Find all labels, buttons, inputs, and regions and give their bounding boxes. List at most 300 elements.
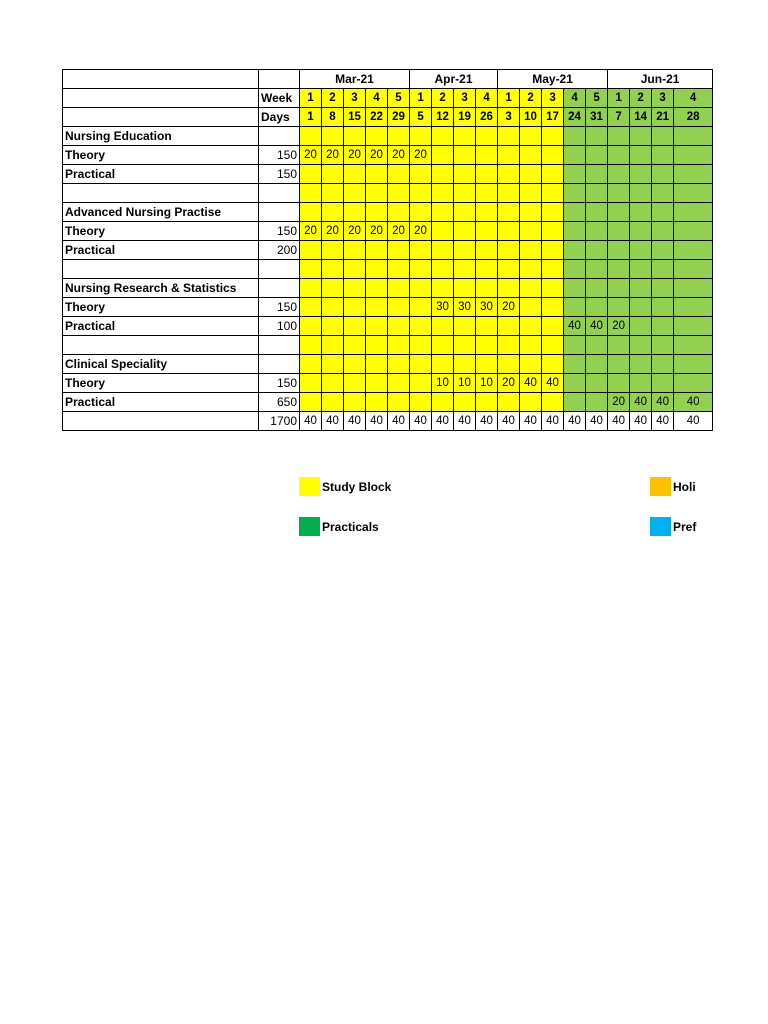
hours-cell: 20 (498, 374, 520, 393)
hours-cell (476, 146, 498, 165)
hours-cell (432, 165, 454, 184)
hours-cell (542, 241, 564, 260)
hours-cell (564, 165, 586, 184)
hours-cell (366, 374, 388, 393)
row-label: Clinical Speciality (63, 355, 259, 374)
hours-cell (542, 298, 564, 317)
hours-cell (300, 374, 322, 393)
row-label: Nursing Research & Statistics (63, 279, 259, 298)
hours-cell (498, 203, 520, 222)
hours-cell (564, 127, 586, 146)
hours-cell (542, 317, 564, 336)
table-row (63, 412, 713, 431)
hours-cell (388, 279, 410, 298)
hours-cell (542, 222, 564, 241)
days-row (63, 108, 713, 127)
hours-cell (366, 393, 388, 412)
hours-cell (674, 127, 713, 146)
hours-cell (586, 127, 608, 146)
hours-cell (564, 279, 586, 298)
day-number: 19 (454, 108, 476, 127)
hours-cell: 40 (630, 412, 652, 431)
hours-cell (388, 298, 410, 317)
hours-cell (674, 222, 713, 241)
hours-cell: 40 (432, 412, 454, 431)
hours-cell (520, 184, 542, 203)
hours-cell (410, 184, 432, 203)
row-total: 650 (259, 393, 300, 412)
hours-cell (476, 203, 498, 222)
hours-cell (344, 127, 366, 146)
days-label: Days (259, 108, 300, 127)
hours-cell (300, 184, 322, 203)
hours-cell (432, 146, 454, 165)
hours-cell (564, 184, 586, 203)
hours-cell: 20 (366, 222, 388, 241)
row-label: Theory (63, 374, 259, 393)
week-number: 1 (608, 89, 630, 108)
hours-cell (564, 222, 586, 241)
day-number: 7 (608, 108, 630, 127)
schedule-table (62, 69, 713, 431)
hours-cell (520, 165, 542, 184)
hours-cell: 40 (344, 412, 366, 431)
hours-cell: 20 (608, 317, 630, 336)
table-row (63, 222, 713, 241)
study-block-swatch (299, 477, 320, 496)
hours-cell (388, 260, 410, 279)
row-total (259, 184, 300, 203)
hours-cell (630, 279, 652, 298)
hours-cell (608, 298, 630, 317)
hours-cell (564, 241, 586, 260)
hours-cell (344, 184, 366, 203)
hours-cell (630, 355, 652, 374)
month-header: Mar-21 (300, 70, 410, 89)
row-total: 150 (259, 222, 300, 241)
day-number: 26 (476, 108, 498, 127)
hours-cell (344, 393, 366, 412)
hours-cell (476, 165, 498, 184)
hours-cell (322, 374, 344, 393)
hours-cell (344, 203, 366, 222)
hours-cell (520, 279, 542, 298)
hours-cell (432, 317, 454, 336)
hours-cell (652, 222, 674, 241)
hours-cell (454, 279, 476, 298)
hours-cell (674, 260, 713, 279)
legend-holiday (650, 477, 696, 496)
month-header: Jun-21 (608, 70, 713, 89)
day-number: 8 (322, 108, 344, 127)
hours-cell: 40 (542, 374, 564, 393)
hours-cell (344, 355, 366, 374)
table-row (63, 241, 713, 260)
hours-cell (344, 298, 366, 317)
hours-cell (586, 241, 608, 260)
hours-cell (586, 279, 608, 298)
hours-cell (630, 317, 652, 336)
row-total (259, 203, 300, 222)
hours-cell (608, 222, 630, 241)
hours-cell (410, 127, 432, 146)
hours-cell (542, 336, 564, 355)
hours-cell (322, 203, 344, 222)
hours-cell (388, 203, 410, 222)
hours-cell: 10 (454, 374, 476, 393)
hours-cell (608, 374, 630, 393)
hours-cell (608, 203, 630, 222)
hours-cell (476, 184, 498, 203)
week-row (63, 89, 713, 108)
hours-cell (586, 184, 608, 203)
hours-cell (630, 260, 652, 279)
hours-cell (388, 241, 410, 260)
hours-cell (432, 393, 454, 412)
row-label: Practical (63, 241, 259, 260)
hours-cell (630, 241, 652, 260)
row-label (63, 260, 259, 279)
hours-cell (322, 165, 344, 184)
hours-cell (498, 241, 520, 260)
hours-cell (630, 127, 652, 146)
week-number: 4 (674, 89, 713, 108)
hours-cell: 20 (388, 146, 410, 165)
hours-cell (652, 279, 674, 298)
hours-cell (520, 127, 542, 146)
day-number: 1 (300, 108, 322, 127)
hours-cell (652, 184, 674, 203)
hours-cell (476, 279, 498, 298)
hours-cell (300, 279, 322, 298)
hours-cell (674, 317, 713, 336)
row-label (63, 412, 259, 431)
legend-holiday-label: Holi (673, 479, 696, 494)
hours-cell (366, 355, 388, 374)
hours-cell (410, 241, 432, 260)
hours-cell (674, 203, 713, 222)
row-total (259, 260, 300, 279)
day-number: 15 (344, 108, 366, 127)
hours-cell (410, 279, 432, 298)
hours-cell (674, 165, 713, 184)
hours-cell (586, 298, 608, 317)
hours-cell (608, 241, 630, 260)
hours-cell (388, 127, 410, 146)
hours-cell: 40 (586, 412, 608, 431)
hours-cell (300, 355, 322, 374)
hours-cell: 20 (344, 146, 366, 165)
hours-cell (366, 317, 388, 336)
day-number: 5 (410, 108, 432, 127)
hours-cell (410, 393, 432, 412)
hours-cell (476, 355, 498, 374)
hours-cell: 20 (608, 393, 630, 412)
hours-cell (432, 241, 454, 260)
hours-cell (630, 203, 652, 222)
hours-cell (608, 184, 630, 203)
table-row (63, 165, 713, 184)
hours-cell (652, 127, 674, 146)
week-number: 4 (476, 89, 498, 108)
hours-cell (564, 355, 586, 374)
hours-cell (520, 203, 542, 222)
month-header-row (63, 70, 713, 89)
hours-cell (498, 393, 520, 412)
hours-cell: 40 (410, 412, 432, 431)
row-label (63, 184, 259, 203)
hours-cell (652, 146, 674, 165)
hours-cell (344, 260, 366, 279)
hours-cell (300, 260, 322, 279)
hours-cell: 20 (498, 298, 520, 317)
hours-cell (498, 165, 520, 184)
hours-cell: 20 (300, 222, 322, 241)
hours-cell (454, 317, 476, 336)
row-total: 1700 (259, 412, 300, 431)
hours-cell (322, 279, 344, 298)
legend-right-clipped (648, 476, 697, 540)
hours-cell (454, 184, 476, 203)
hours-cell (344, 165, 366, 184)
hours-cell (476, 393, 498, 412)
hours-cell (674, 374, 713, 393)
hours-cell (608, 279, 630, 298)
hours-cell (520, 355, 542, 374)
hours-cell (652, 374, 674, 393)
hours-cell (564, 146, 586, 165)
week-number: 3 (542, 89, 564, 108)
hours-cell: 40 (520, 374, 542, 393)
hours-cell (410, 336, 432, 355)
hours-cell (498, 127, 520, 146)
day-number: 29 (388, 108, 410, 127)
hours-cell (498, 355, 520, 374)
hours-cell (586, 222, 608, 241)
row-total: 200 (259, 241, 300, 260)
hours-cell: 20 (322, 146, 344, 165)
hours-cell (410, 298, 432, 317)
hours-cell (366, 127, 388, 146)
day-number: 14 (630, 108, 652, 127)
hours-cell (476, 317, 498, 336)
hours-cell: 40 (366, 412, 388, 431)
hours-cell (586, 355, 608, 374)
hours-cell (454, 393, 476, 412)
hours-cell (476, 127, 498, 146)
week-number: 2 (432, 89, 454, 108)
hours-cell (652, 336, 674, 355)
hours-cell (520, 260, 542, 279)
week-number: 1 (300, 89, 322, 108)
hours-cell (652, 298, 674, 317)
legend-pref (650, 517, 696, 536)
row-total (259, 127, 300, 146)
hours-cell (564, 298, 586, 317)
row-total: 150 (259, 298, 300, 317)
hours-cell (564, 393, 586, 412)
table-row (63, 203, 713, 222)
hours-cell (388, 393, 410, 412)
hours-cell (432, 127, 454, 146)
table-row (63, 355, 713, 374)
hours-cell (344, 336, 366, 355)
table-row (63, 336, 713, 355)
row-label: Theory (63, 222, 259, 241)
legend-study-block (299, 477, 391, 496)
hours-cell (366, 184, 388, 203)
hours-cell (300, 393, 322, 412)
hours-cell: 30 (454, 298, 476, 317)
day-number: 31 (586, 108, 608, 127)
hours-cell: 40 (608, 412, 630, 431)
hours-cell (366, 279, 388, 298)
hours-cell (652, 203, 674, 222)
schedule-sheet (62, 69, 700, 461)
hours-cell (586, 203, 608, 222)
hours-cell (366, 298, 388, 317)
hours-cell (652, 241, 674, 260)
row-total: 150 (259, 146, 300, 165)
week-number: 2 (630, 89, 652, 108)
hours-cell: 20 (410, 222, 432, 241)
day-number: 17 (542, 108, 564, 127)
pref-swatch (650, 517, 671, 536)
hours-cell (630, 336, 652, 355)
hours-cell (388, 317, 410, 336)
hours-cell (652, 260, 674, 279)
hours-cell (520, 298, 542, 317)
hours-cell (322, 393, 344, 412)
hours-cell (564, 260, 586, 279)
hours-cell (322, 260, 344, 279)
hours-cell (608, 355, 630, 374)
hours-cell (586, 374, 608, 393)
hours-cell (432, 355, 454, 374)
day-number: 10 (520, 108, 542, 127)
hours-cell (454, 165, 476, 184)
practicals-swatch (299, 517, 320, 536)
hours-cell (410, 165, 432, 184)
table-row (63, 317, 713, 336)
hours-cell (410, 203, 432, 222)
week-number: 3 (344, 89, 366, 108)
hours-cell (432, 279, 454, 298)
hours-cell (300, 241, 322, 260)
hours-cell: 40 (564, 412, 586, 431)
hours-cell (322, 241, 344, 260)
day-number: 21 (652, 108, 674, 127)
hours-cell (542, 203, 564, 222)
hours-cell (388, 336, 410, 355)
hours-cell (630, 165, 652, 184)
hours-cell (432, 222, 454, 241)
table-row (63, 279, 713, 298)
hours-cell (454, 241, 476, 260)
hours-cell (542, 260, 564, 279)
table-row (63, 298, 713, 317)
hours-cell (322, 184, 344, 203)
hours-cell (630, 184, 652, 203)
row-label: Nursing Education (63, 127, 259, 146)
row-label: Theory (63, 298, 259, 317)
hours-cell (498, 336, 520, 355)
row-total (259, 336, 300, 355)
row-label (63, 336, 259, 355)
hours-cell (322, 127, 344, 146)
month-header: Apr-21 (410, 70, 498, 89)
table-row (63, 127, 713, 146)
hours-cell (608, 127, 630, 146)
hours-cell (388, 165, 410, 184)
hours-cell (564, 203, 586, 222)
hours-cell (586, 260, 608, 279)
hours-cell (498, 279, 520, 298)
hours-cell: 40 (300, 412, 322, 431)
hours-cell (498, 260, 520, 279)
row-label: Practical (63, 165, 259, 184)
hours-cell: 40 (652, 412, 674, 431)
hours-cell (586, 336, 608, 355)
day-number: 24 (564, 108, 586, 127)
hours-cell (322, 298, 344, 317)
hours-cell (344, 279, 366, 298)
hours-cell (564, 374, 586, 393)
hours-cell (498, 184, 520, 203)
hours-cell (300, 165, 322, 184)
table-row (63, 146, 713, 165)
week-number: 2 (520, 89, 542, 108)
hours-cell: 40 (674, 412, 713, 431)
row-total (259, 355, 300, 374)
hours-cell (432, 336, 454, 355)
week-label: Week (259, 89, 300, 108)
hours-cell (454, 146, 476, 165)
week-number: 4 (564, 89, 586, 108)
hours-cell (520, 222, 542, 241)
week-number: 3 (454, 89, 476, 108)
hours-cell (564, 336, 586, 355)
hours-cell: 10 (432, 374, 454, 393)
hours-cell (476, 260, 498, 279)
legend-pref-label: Pref (673, 519, 697, 534)
row-label: Advanced Nursing Practise (63, 203, 259, 222)
hours-cell (454, 260, 476, 279)
hours-cell (476, 336, 498, 355)
hours-cell: 20 (322, 222, 344, 241)
hours-cell (344, 241, 366, 260)
legend-practicals-label: Practicals (322, 519, 379, 534)
month-header: May-21 (498, 70, 608, 89)
table-row (63, 393, 713, 412)
hours-cell (454, 336, 476, 355)
hours-cell (674, 355, 713, 374)
week-number: 3 (652, 89, 674, 108)
hours-cell (586, 146, 608, 165)
hours-cell (630, 146, 652, 165)
day-number: 12 (432, 108, 454, 127)
hours-cell (498, 222, 520, 241)
hours-cell (366, 336, 388, 355)
hours-cell (520, 317, 542, 336)
hours-cell (410, 260, 432, 279)
hours-cell (366, 241, 388, 260)
row-total: 150 (259, 374, 300, 393)
hours-cell: 20 (344, 222, 366, 241)
hours-cell (432, 184, 454, 203)
hours-cell (300, 298, 322, 317)
hours-cell (608, 336, 630, 355)
